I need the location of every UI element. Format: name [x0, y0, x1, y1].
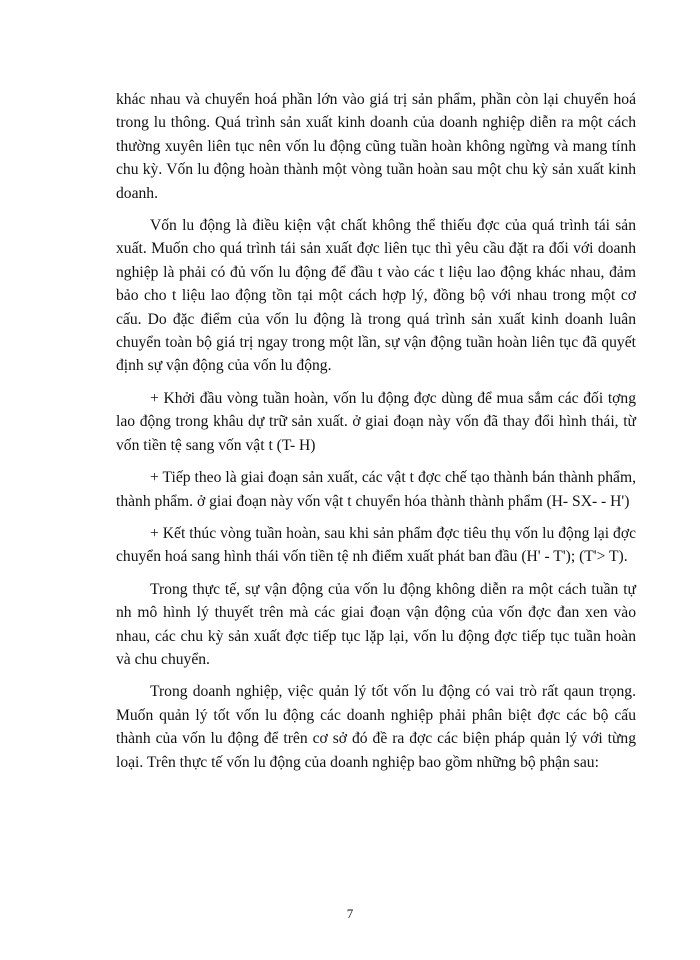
paragraph-2: Vốn lu động là điều kiện vật chất không thể thiếu đợc của quá trình tái sản xuất. Muốn cho quá trình tái sản xuất đợc liên tục thì yêu cầu đặt ra đối với doanh nghiệp là phải có đủ vốn lu động để đầu t vào các t liệu lao động khác nhau, đảm bảo cho t liệu lao động tồn tại một cách hợp lý, đồng bộ với nhau trong một cơ cấu. Do đặc điểm của vốn lu động là trong quá trình sản xuất kinh doanh luân chuyển toàn bộ giá trị ngay trong một lần, sự vận động tuần hoàn liên tục đã quyết định sự vận động của vốn lu động. — [116, 217, 636, 375]
document-body — [116, 88, 636, 783]
page-number: 7 — [346, 906, 354, 921]
paragraph-1: khác nhau và chuyển hoá phần lớn vào giá trị sản phẩm, phần còn lại chuyển hoá trong lu thông. Quá trình sản xuất kinh doanh của doanh nghiệp diễn ra một cách thường xuyên liên tục nên vốn lu động cũng tuần hoàn không ngừng và mang tính chu kỳ. Vốn lu động hoàn thành một vòng tuần hoàn sau một chu kỳ sản xuất kinh doanh. — [116, 91, 636, 202]
paragraph-5: + Kết thúc vòng tuần hoàn, sau khi sản phẩm đợc tiêu thụ vốn lu động lại đợc chuyển hoá sang hình thái vốn tiền tệ nh điểm xuất phát ban đầu (H' - T'); (T'> T). — [116, 524, 636, 566]
paragraph-4: + Tiếp theo là giai đoạn sản xuất, các vật t đợc chế tạo thành bán thành phẩm, thành phẩm. ở giai đoạn này vốn vật t chuyển hóa thành thành phẩm (H- SX- - H') — [116, 469, 636, 510]
paragraph-7: Trong doanh nghiệp, việc quản lý tốt vốn lu động có vai trò rất qaun trọng. Muốn quản lý tốt vốn lu động các doanh nghiệp phải phân biệt đợc các bộ cấu thành của vốn lu động để trên cơ sở đó đề ra đợc các biện pháp quản lý với từng loại. Trên thực tế vốn lu động của doanh nghiệp bao gồm những bộ phận sau: — [116, 683, 636, 771]
paragraph-6: Trong thực tế, sự vận động của vốn lu động không diễn ra một cách tuần tự nh mô hình lý thuyết trên mà các giai đoạn vận động của vốn đợc đan xen vào nhau, các chu kỳ sản xuất đợc tiếp tục lặp lại, vốn lu động đợc tiếp tục tuần hoàn và chu chuyển. — [116, 580, 636, 668]
paragraph-3: + Khởi đầu vòng tuần hoàn, vốn lu động đợc dùng để mua sắm các đối tợng lao động trong khâu dự trữ sản xuất. ở giai đoạn này vốn đã thay đổi hình thái, từ vốn tiền tệ sang vốn vật t (T- H) — [116, 389, 636, 454]
